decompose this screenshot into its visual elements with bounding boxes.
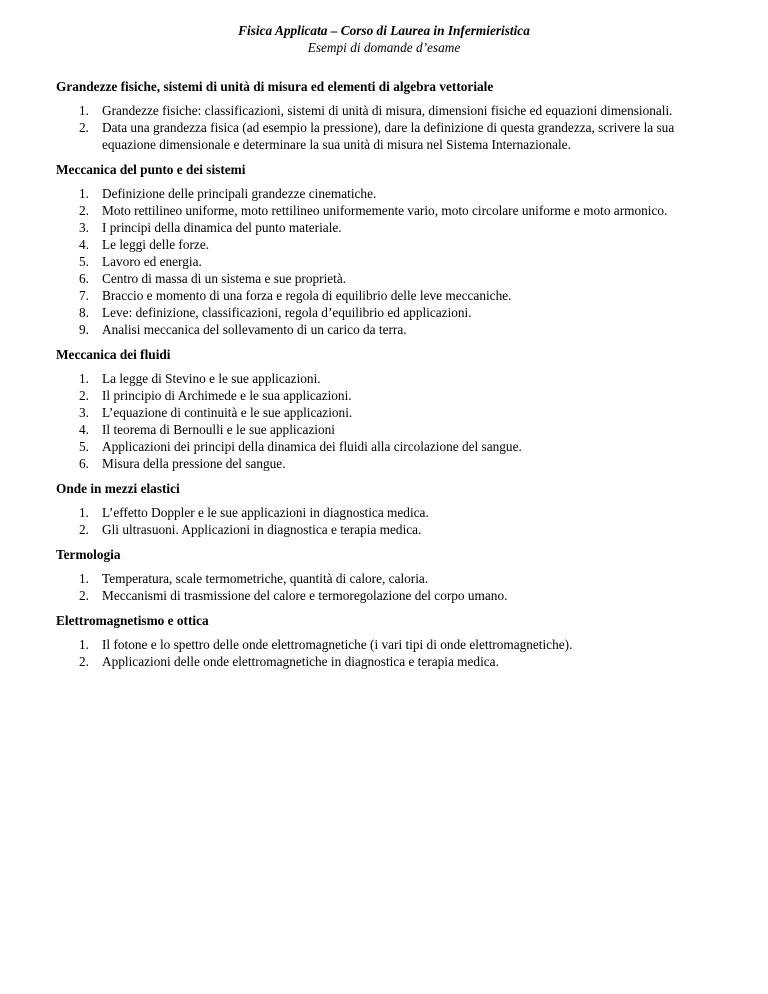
item-text: Braccio e momento di una forza e regola di equilibrio delle leve meccaniche. xyxy=(102,288,512,303)
document-title: Fisica Applicata – Corso di Laurea in Infermieristica xyxy=(238,23,530,38)
item-number: 1. xyxy=(79,505,89,520)
item-number: 1. xyxy=(79,103,89,118)
question-item xyxy=(56,370,726,387)
item-number: 3. xyxy=(79,220,89,235)
item-number: 7. xyxy=(79,288,89,303)
item-number: 6. xyxy=(79,456,89,471)
question-item xyxy=(56,653,726,670)
item-text: Data una grandezza fisica (ad esempio la pressione), dare la definizione di questa grandezza, scrivere la sua equazione dimensionale e determinare la sua unità di misura nel Sistema Internazionale. xyxy=(102,120,675,152)
item-number: 1. xyxy=(79,371,89,386)
question-item xyxy=(56,504,726,521)
item-number: 2. xyxy=(79,654,89,669)
question-item xyxy=(56,321,726,338)
question-item xyxy=(56,570,726,587)
item-text: Temperatura, scale termometriche, quantità di calore, caloria. xyxy=(102,571,429,586)
question-item xyxy=(56,421,726,438)
question-list xyxy=(56,570,726,604)
item-number: 2. xyxy=(79,522,89,537)
section-heading: Termologia xyxy=(56,547,121,562)
question-list xyxy=(56,370,726,472)
item-number: 2. xyxy=(79,203,89,218)
question-item xyxy=(56,587,726,604)
question-item xyxy=(56,304,726,321)
item-text: Centro di massa di un sistema e sue proprietà. xyxy=(102,271,347,286)
question-item xyxy=(56,253,726,270)
question-item xyxy=(56,636,726,653)
item-text: Meccanismi di trasmissione del calore e termoregolazione del corpo umano. xyxy=(102,588,508,603)
question-item xyxy=(56,202,726,219)
item-text: Il fotone e lo spettro delle onde elettromagnetiche (i vari tipi di onde elettromagnetiche). xyxy=(102,637,573,652)
item-text: I principi della dinamica del punto materiale. xyxy=(102,220,342,235)
question-item xyxy=(56,404,726,421)
item-text: Grandezze fisiche: classificazioni, sistemi di unità di misura, dimensioni fisiche ed equazioni dimensionali. xyxy=(102,103,673,118)
question-list xyxy=(56,102,726,153)
item-text: Moto rettilineo uniforme, moto rettilineo uniformemente vario, moto circolare uniforme e moto armonico. xyxy=(102,203,668,218)
item-number: 4. xyxy=(79,237,89,252)
item-number: 1. xyxy=(79,186,89,201)
question-item xyxy=(56,219,726,236)
question-item xyxy=(56,438,726,455)
item-number: 1. xyxy=(79,637,89,652)
item-number: 5. xyxy=(79,254,89,269)
section-heading: Meccanica dei fluidi xyxy=(56,347,171,362)
document-header xyxy=(0,22,768,56)
item-number: 9. xyxy=(79,322,89,337)
question-item xyxy=(56,236,726,253)
question-item xyxy=(56,521,726,538)
item-number: 1. xyxy=(79,571,89,586)
item-text: Analisi meccanica del sollevamento di un carico da terra. xyxy=(102,322,407,337)
item-number: 2. xyxy=(79,120,89,135)
question-item xyxy=(56,270,726,287)
question-item xyxy=(56,119,726,153)
item-text: L’equazione di continuità e le sue applicazioni. xyxy=(102,405,353,420)
item-text: L’effetto Doppler e le sue applicazioni in diagnostica medica. xyxy=(102,505,429,520)
item-text: Applicazioni delle onde elettromagnetiche in diagnostica e terapia medica. xyxy=(102,654,499,669)
section-heading: Onde in mezzi elastici xyxy=(56,481,180,496)
item-number: 4. xyxy=(79,422,89,437)
item-text: Lavoro ed energia. xyxy=(102,254,202,269)
item-text: Il principio di Archimede e le sua applicazioni. xyxy=(102,388,352,403)
section-heading: Elettromagnetismo e ottica xyxy=(56,613,209,628)
question-list xyxy=(56,504,726,538)
item-text: Definizione delle principali grandezze cinematiche. xyxy=(102,186,377,201)
document-body xyxy=(56,78,726,678)
question-list xyxy=(56,185,726,338)
item-text: Leve: definizione, classificazioni, regola d’equilibrio ed applicazioni. xyxy=(102,305,472,320)
item-number: 3. xyxy=(79,405,89,420)
item-number: 2. xyxy=(79,388,89,403)
item-number: 2. xyxy=(79,588,89,603)
item-text: La legge di Stevino e le sue applicazioni. xyxy=(102,371,321,386)
section-heading: Meccanica del punto e dei sistemi xyxy=(56,162,246,177)
document-subtitle: Esempi di domande d’esame xyxy=(307,40,461,55)
item-text: Misura della pressione del sangue. xyxy=(102,456,286,471)
question-item xyxy=(56,102,726,119)
question-item xyxy=(56,387,726,404)
item-text: Gli ultrasuoni. Applicazioni in diagnostica e terapia medica. xyxy=(102,522,422,537)
section-heading: Grandezze fisiche, sistemi di unità di misura ed elementi di algebra vettoriale xyxy=(56,79,494,94)
question-item xyxy=(56,455,726,472)
item-number: 5. xyxy=(79,439,89,454)
item-number: 6. xyxy=(79,271,89,286)
item-text: Il teorema di Bernoulli e le sue applicazioni xyxy=(102,422,335,437)
question-item xyxy=(56,185,726,202)
item-number: 8. xyxy=(79,305,89,320)
question-item xyxy=(56,287,726,304)
item-text: Le leggi delle forze. xyxy=(102,237,210,252)
item-text: Applicazioni dei principi della dinamica dei fluidi alla circolazione del sangue. xyxy=(102,439,522,454)
question-list xyxy=(56,636,726,670)
